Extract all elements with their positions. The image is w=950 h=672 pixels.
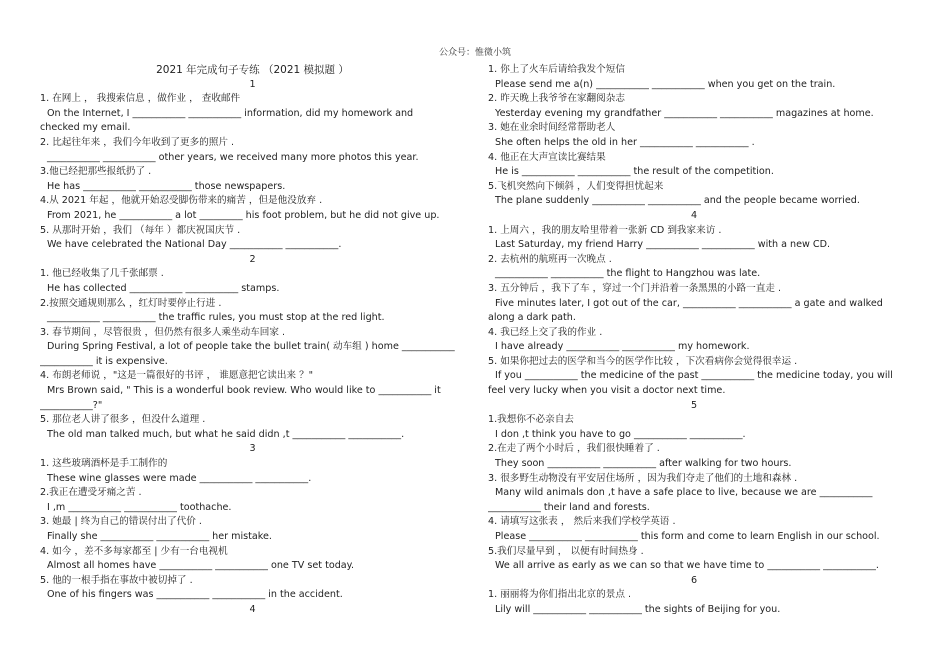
section-number: 4	[249, 603, 256, 615]
section-number: 3	[249, 443, 256, 455]
text-line: 1. 他已经收集了几千张邮票 .	[40, 268, 164, 280]
text-line: Please ___________ ___________ this form and come to learn English in our school.	[495, 531, 880, 542]
text-line: 4. 我已经上交了我的作业 .	[488, 326, 603, 338]
right-column	[488, 63, 900, 618]
text-line: 5.飞机突然向下倾斜 ，人们变得担忧起来	[488, 180, 664, 192]
text-line: ___________ ___________ the flight to Hangzhou was late.	[495, 268, 761, 280]
text-line: 3.他已经把那些报纸扔了 .	[40, 166, 152, 178]
section-number: 4	[690, 209, 698, 221]
text-line: These wine glasses were made ___________ ___________.	[47, 472, 312, 484]
text-line: He has ___________ ___________ those newspapers.	[47, 180, 286, 192]
text-line: He is ___________ ___________ the result of the competition.	[495, 166, 774, 178]
text-line: 1.我想你不必亲自去	[488, 414, 574, 426]
text-line: He has collected ___________ ___________ stamps.	[47, 282, 280, 294]
text-line: 4. 布朗老师说 ，"这是一篇很好的书评 ， 谁愿意把它读出来 ？"	[40, 370, 314, 382]
text-line: We have celebrated the National Day ___________ ___________.	[47, 239, 342, 251]
text-line: During Spring Festival, a lot of people take the bullet train( 动车组 ) home ___________	[47, 341, 455, 353]
text-line: 2.我正在遭受牙痛之苦 .	[40, 487, 142, 499]
text-line: Almost all homes have ___________ ___________ one TV set today.	[47, 560, 355, 572]
text-line: I ,m ___________ ___________ toothache.	[47, 501, 232, 513]
section-number: 1	[249, 78, 256, 90]
text-line: I don ,t think you have to go ___________ ___________.	[495, 428, 746, 440]
text-line: 5. 如果你把过去的医学和当今的医学作比较 ，下次看病你会觉得很幸运 .	[488, 355, 798, 367]
text-line: 4. 请填写这张表 ， 然后来我们学校学英语 .	[488, 516, 676, 528]
text-line: Finally she ___________ ___________ her mistake.	[47, 531, 272, 542]
text-line: 3. 春节期间 ，尽管很贵 ，但仍然有很多人乘坐动车回家 .	[40, 326, 286, 338]
text-line: On the Internet, I ___________ ___________ information, did my homework and	[47, 107, 414, 119]
text-line: 1. 上周六 ，我的朋友哈里带着一张新 CD 到我家来访 .	[488, 224, 722, 236]
text-line: The old man talked much, but what he said didn ,t ___________ ___________.	[47, 428, 405, 440]
text-line: 2. 去杭州的航班再一次晚点 .	[488, 253, 612, 265]
text-line: Please send me a(n) ___________ ___________ when you get on the train.	[495, 78, 836, 90]
text-line: From 2021, he ___________ a lot _________ his foot problem, but he did not give up.	[47, 209, 440, 221]
text-line: I have already ___________ ___________ my homework.	[495, 341, 750, 353]
section-number: 5	[690, 399, 698, 411]
text-line: 1. 在网上 ， 我搜索信息 ，做作业 ， 查收邮件	[40, 93, 241, 105]
text-line: 3. 她在业余时间经常帮助老人	[488, 122, 616, 134]
text-line: Mrs Brown said, " This is a wonderful book review. Who would like to ___________ it	[47, 385, 441, 397]
text-line: 3. 她最 | 终为自己的错误付出了代价 .	[40, 516, 202, 528]
text-line: 2.按照交通规则那么 ，红灯时要停止行进 .	[40, 297, 222, 309]
left-lines	[40, 78, 465, 618]
right-lines	[488, 63, 900, 618]
text-line: along a dark path.	[488, 312, 576, 324]
section-number: 2	[249, 253, 256, 265]
text-line: Many wild animals don ,t have a safe place to live, because we are ___________	[495, 487, 873, 499]
text-line: ___________ ___________ the traffic rules, you must stop at the red light.	[47, 312, 385, 324]
text-line: feel very lucky when you visit a doctor next time.	[488, 385, 726, 397]
text-line: The plane suddenly ___________ ___________ and the people became worried.	[495, 195, 860, 207]
text-line: 2. 比起往年来 ，我们今年收到了更多的照片 .	[40, 136, 235, 148]
text-line: She often helps the old in her ___________ ___________ .	[495, 136, 755, 148]
text-line: 1. 你上了火车后请给我发个短信	[488, 64, 625, 75]
text-line: 5. 他的一根手指在事故中被切掉了 .	[40, 574, 193, 586]
text-line: We all arrive as early as we can so that we have time to ___________ ___________.	[495, 560, 879, 572]
text-line: 4.从 2021 年起 ，他就开始忍受脚伤带来的痛苦 ，但是他没放弃 .	[40, 195, 323, 207]
text-line: 3. 很多野生动物没有平安居住场所 ，因为我们夺走了他们的土地和森林 .	[488, 472, 798, 484]
text-line: Five minutes later, I got out of the car, ___________ ___________ a gate and walked	[495, 297, 883, 309]
text-line: 2. 昨天晚上我爷爷在家翻阅杂志	[488, 93, 625, 105]
text-line: ___________?"	[40, 399, 103, 411]
page-title: 2021 年完成句子专练 （2021 模拟题 ）	[156, 64, 349, 76]
header-note: 公众号：惟微小筑	[438, 48, 511, 58]
text-line: If you ___________ the medicine of the past ___________ the medicine today, you will	[495, 370, 893, 382]
text-line: Lily will ___________ ___________ the sights of Beijing for you.	[495, 603, 781, 615]
text-line: 4. 他正在大声宣读比赛结果	[488, 151, 606, 163]
text-line: 5. 那位老人讲了很多 ，但没什么道理 .	[40, 414, 206, 426]
text-line: Yesterday evening my grandfather ___________ ___________ magazines at home.	[495, 107, 874, 119]
text-line: 5. 从那时开始 ，我们 （每年 ）都庆祝国庆节 .	[40, 224, 241, 236]
text-line: ___________ it is expensive.	[40, 355, 168, 367]
text-line: 3. 五分钟后 ，我下了车 ，穿过一个门并沿着一条黑黑的小路一直走 .	[488, 282, 782, 294]
text-line: ___________ ___________ other years, we received many more photos this year.	[47, 151, 419, 163]
text-line: Last Saturday, my friend Harry ___________ ___________ with a new CD.	[495, 239, 831, 251]
text-line: One of his fingers was ___________ ___________ in the accident.	[47, 589, 343, 601]
text-line: 1. 丽丽将为你们指出北京的景点 .	[488, 589, 632, 601]
left-column	[40, 63, 465, 618]
text-line: ___________ their land and forests.	[488, 501, 650, 513]
text-line: They soon ___________ ___________ after walking for two hours.	[495, 458, 792, 470]
text-line: 1. 这些玻璃酒杯是手工制作的	[40, 458, 168, 470]
text-line: 2.在走了两个小时后 ，我们很快睡着了 .	[488, 443, 660, 455]
text-line: 4. 如今 ，差不多每家都至 | 少有一台电视机	[40, 545, 228, 557]
text-line: 5.我们尽量早到 ， 以便有时间热身 .	[488, 545, 644, 557]
section-number: 6	[690, 574, 698, 586]
text-line: checked my email.	[40, 122, 131, 134]
